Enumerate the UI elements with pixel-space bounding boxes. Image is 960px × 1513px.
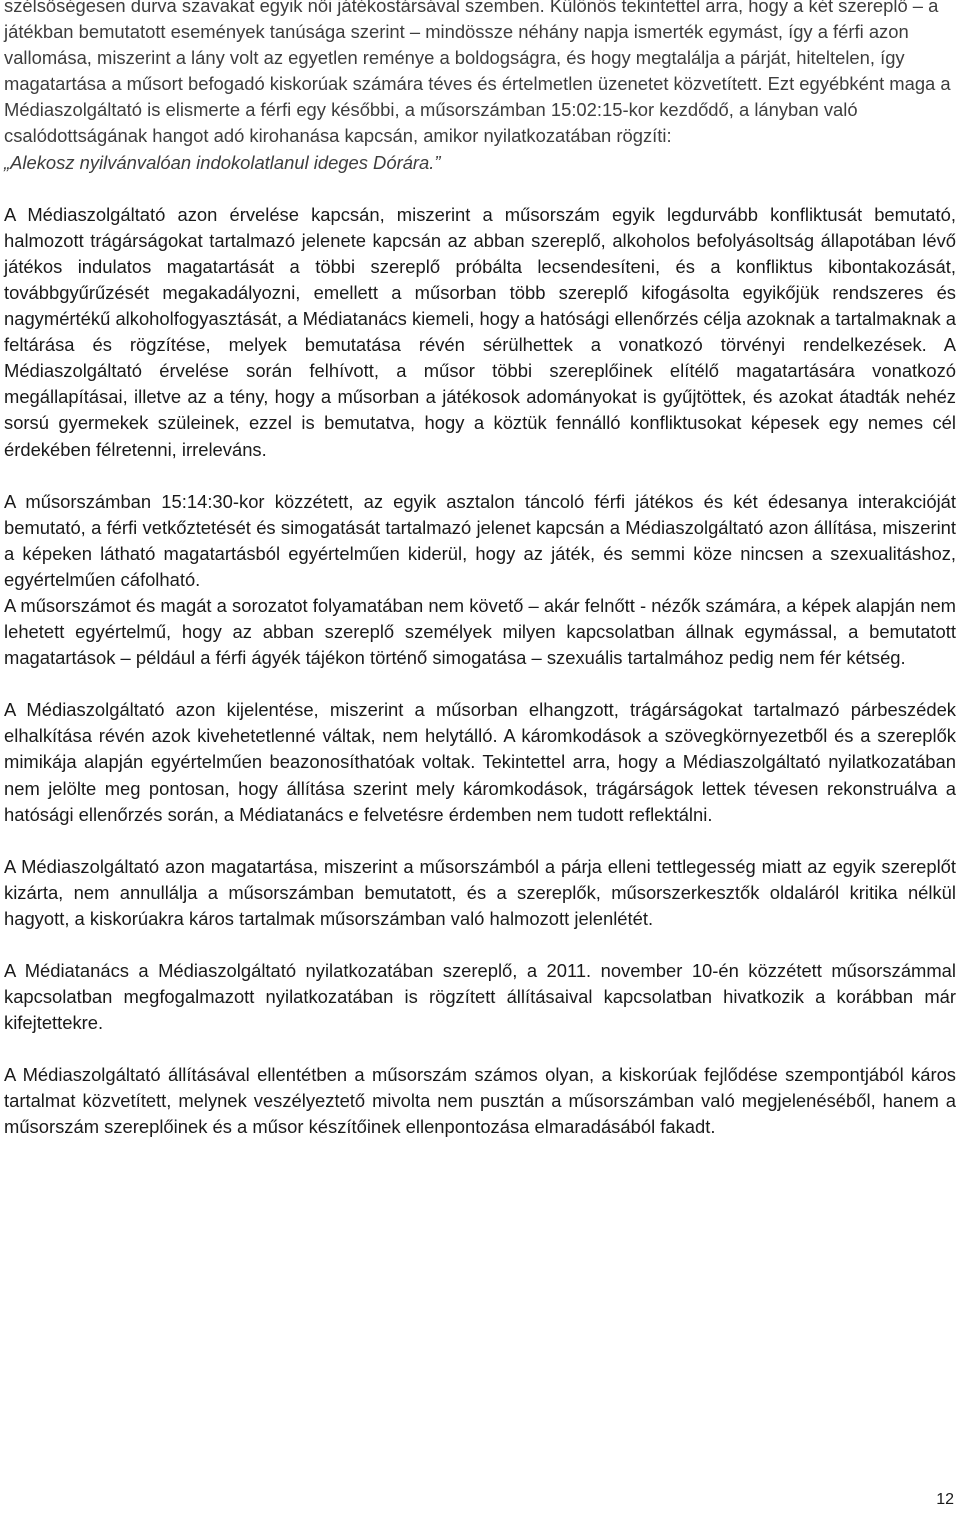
quote: „Alekosz nyilvánvalóan indokolatlanul ideges Dórára.” [4,151,441,173]
paragraph-4: A műsorszámban 15:14:30-kor közzétett, az egyik asztalon táncoló férfi játékos és két édesanya interakcióját bemutató, a férfi vetkőztetését és simogatását tartalmazó jelenet kapcsán a Médiaszolgáltató azon állítása, miszerint a képeken látható magatartásból egyértelműen kiderül, hogy az játék, és semmi köze nincsen a szexualitáshoz, egyértelműen cáfolható. [4,490,956,590]
paragraph-6: A Médiaszolgáltató azon kijelentése, miszerint a műsorban elhangzott, trágárságokat tartalmazó párbeszédek elhalkítása révén azok kivehetetlenné váltak, nem helytálló. A káromkodások a szövegkörnyezetből és a szereplők mimikája alapján egyértelműen beazonosíthatóak voltak. Tekintettel arra, hogy a Médiaszolgáltató nyilatkozatában nem jelölte meg pontosan, hogy állítása szerint mely káromkodások, trágárságok lettek tévesen rekonstruálva a hatósági ellenőrzés során, a Médiatanács e felvetésre érdemben nem tudott reflektálni. [4,699,956,825]
document-page [4,0,956,1141]
paragraph-9: A Médiaszolgáltató állításával ellentétben a műsorszám számos olyan, a kiskorúak fejlődése szempontjából káros tartalmat közvetített, melynek veszélyeztető mivolta nem pusztán a műsorszámban való megjelenéséből, hanem a műsorszám szereplőinek és a műsor készítőinek ellenpontozása elmaradásából fakadt. [4,1064,956,1138]
paragraph-5: A műsorszámot és magát a sorozatot folyamatában nem követő – akár felnőtt - nézők számára, a képek alapján nem lehetett egyértelmű, hogy az abban szereplő személyek milyen kapcsolatban állnak egymással, a bemutatott magatartások – például a férfi ágyék tájékon történő simogatása – szexuális tartalmához pedig nem fér kétség. [4,594,956,669]
paragraph-3: A Médiaszolgáltató azon érvelése kapcsán, miszerint a műsorszám egyik legdurvább konfliktusát bemutató, halmozott trágárságokat tartalmazó jelenete kapcsán az abban szereplő, alkoholos befolyásoltság állapotában lévő játékos indulatos magatartását a többi szereplő próbálta lecsendesíteni, és a konfliktus kibontakozását, továbbgyűrűzését megakadályozni, emellett a műsorban több szereplő kifogásolta egyikőjük rendszeres és nagymértékű alkoholfogyasztását, a Médiatanács kiemeli, hogy a hatósági ellenőrzés célja azoknak a tartalmaknak a feltárása és rögzítése, melyek bemutatása révén sérülhettek a vonatkozó törvényi rendelkezések. A Médiaszolgáltató érvelése során felhívott, a műsor többi szereplőinek elítélő magatartására vonatkozó megállapításai, illetve az a tény, hogy a műsorban a játékosok adományokat is gyűjtöttek, és azokat átadták nehéz sorsú gyermekek szüleinek, ezzel is bemutatva, hogy a köztük fennálló konfliktusokat képesek egy nemes cél érdekében félretenni, irreleváns. [4,203,956,460]
paragraph-1-text: szélsőségesen durva szavakat egyik női játékostársával szemben. Különös tekintettel arra, hogy a két szereplő – a játékban bemutatott események tanúsága szerint – mindössze néhány napja ismerték egymást, így a férfi azon vallomása, miszerint a lány volt az egyetlen reménye a boldogságra, és hogy megtalálja a párját, hiteltelen, így magatartása a műsort befogadó kiskorúak számára téves és értelmetlen üzenetet közvetített. [4,0,939,95]
page-number: 12 [936,1491,954,1508]
paragraph-1 [4,0,951,146]
paragraph-7: A Médiaszolgáltató azon magatartása, miszerint a műsorszámból a párja elleni tettlegesség miatt az egyik szereplőt kizárta, nem annullálja a műsorszámban bemutatott, és a szereplők, műsorszerkesztők oldaláról kritika nélkül hagyott, a kiskorúakra káros tartalmak műsorszámban való halmozott jelenlétét. [4,855,956,929]
paragraph-2-text: Ezt egyébként maga a Médiaszolgáltató is elismerte a férfi egy későbbi, a műsorszámban 15:02:15-kor kezdődő, a lányban való csalódottságának hangot adó kirohanása kapcsán, amikor nyilatkozatában rögzíti: [4,73,951,147]
paragraph-8: A Médiatanács a Médiaszolgáltató nyilatkozatában szereplő, a 2011. november 10-én közzétett műsorszámmal kapcsolatban megfogalmazott nyilatkozatában is rögzített állításaival kapcsolatban hivatkozik a korábban már kifejtettekre. [4,960,956,1034]
